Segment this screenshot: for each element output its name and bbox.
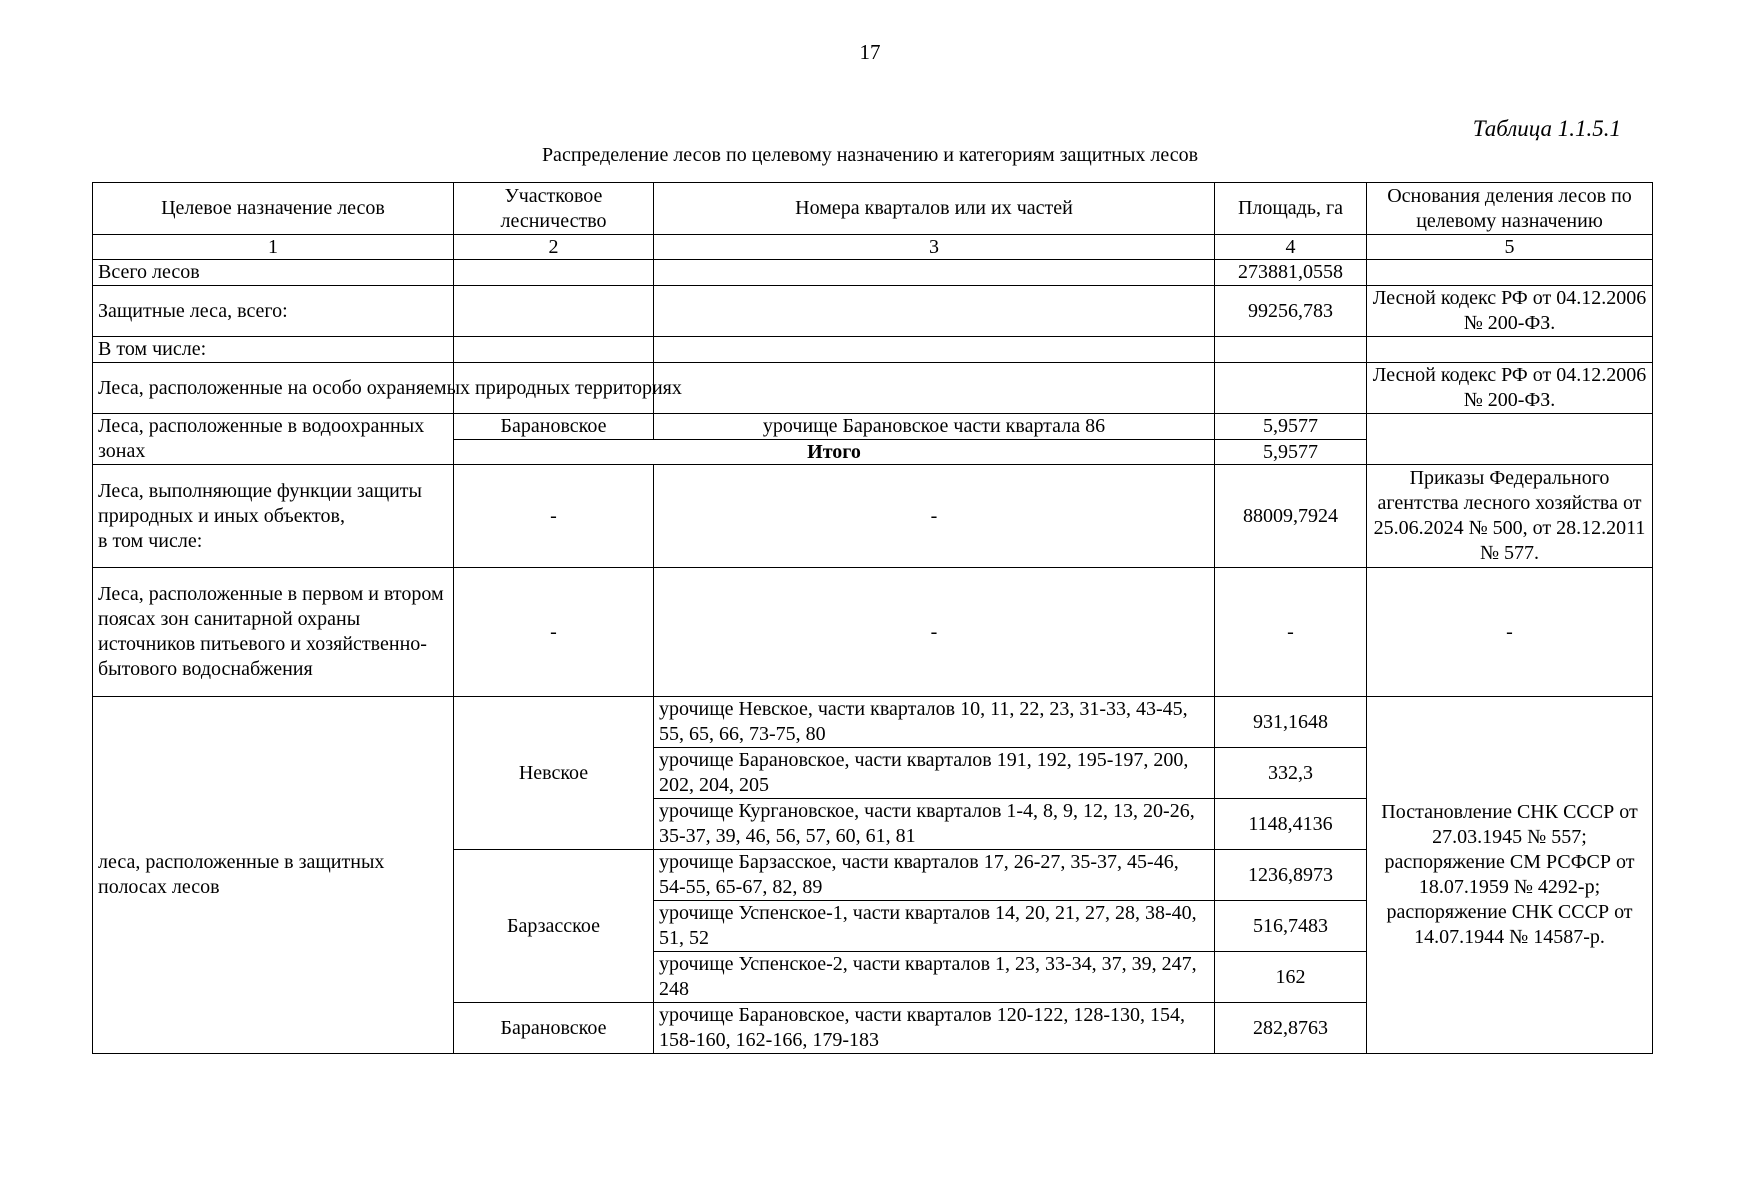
row-area: 931,1648 <box>1215 697 1367 748</box>
table-title: Распределение лесов по целевому назначению и категориям защитных лесов <box>541 144 1199 166</box>
column-index-row <box>93 235 1653 260</box>
row-quarters: - <box>654 465 1215 568</box>
row-forestry: - <box>454 568 654 697</box>
row-name: Леса, расположенные в водоохранных зонах <box>93 414 454 465</box>
empty-cell <box>1367 337 1653 363</box>
table-row-total <box>93 260 1653 286</box>
empty-cell <box>454 260 654 286</box>
subtotal-label: Итого <box>454 439 1215 465</box>
empty-cell <box>1367 414 1653 465</box>
page-number: 17 <box>859 40 881 64</box>
row-area: 1236,8973 <box>1215 850 1367 901</box>
empty-cell <box>1367 260 1653 286</box>
row-name: Всего лесов <box>93 260 454 286</box>
empty-cell <box>654 260 1215 286</box>
table-row-belts <box>93 697 1653 748</box>
row-forestry: Барановское <box>454 1003 654 1054</box>
row-area: 332,3 <box>1215 748 1367 799</box>
column-index: 2 <box>454 235 654 260</box>
table-row-sanitary <box>93 568 1653 697</box>
empty-cell <box>654 363 1215 414</box>
table-row-functions <box>93 465 1653 568</box>
row-basis: Лесной кодекс РФ от 04.12.2006 № 200-ФЗ. <box>1367 363 1653 414</box>
header-forestry: Участковое лесничество <box>454 183 654 235</box>
row-name: Леса, расположенные на особо охраняемых природных территориях <box>93 363 454 414</box>
row-area: - <box>1215 568 1367 697</box>
table-row-including <box>93 337 1653 363</box>
row-quarters: - <box>654 568 1215 697</box>
row-name: В том числе: <box>93 337 454 363</box>
empty-cell <box>1215 363 1367 414</box>
row-name: Леса, выполняющие функции защиты природных и иных объектов, в том числе: <box>93 465 454 568</box>
row-forestry: Невское <box>454 697 654 850</box>
empty-cell <box>1215 337 1367 363</box>
row-area: 516,7483 <box>1215 901 1367 952</box>
header-purpose: Целевое назначение лесов <box>93 183 454 235</box>
row-quarters: урочище Кургановское, части кварталов 1-4, 8, 9, 12, 13, 20-26, 35-37, 39, 46, 56, 57, 60, 61, 81 <box>654 799 1215 850</box>
row-quarters: урочище Барановское, части кварталов 120-122, 128-130, 154, 158-160, 162-166, 179-183 <box>654 1003 1215 1054</box>
row-forestry: Барзасское <box>454 850 654 1003</box>
column-index: 4 <box>1215 235 1367 260</box>
row-area: 1148,4136 <box>1215 799 1367 850</box>
header-quarters: Номера кварталов или их частей <box>654 183 1215 235</box>
row-basis: - <box>1367 568 1653 697</box>
table-row-protective <box>93 286 1653 337</box>
row-quarters: урочище Барановское, части кварталов 191, 192, 195-197, 200, 202, 204, 205 <box>654 748 1215 799</box>
empty-cell <box>454 286 654 337</box>
column-index: 5 <box>1367 235 1653 260</box>
row-quarters: урочище Успенское-1, части кварталов 14, 20, 21, 27, 28, 38-40, 51, 52 <box>654 901 1215 952</box>
row-forestry: - <box>454 465 654 568</box>
row-area: 162 <box>1215 952 1367 1003</box>
row-forestry: Барановское <box>454 414 654 440</box>
row-quarters: урочище Барановское части квартала 86 <box>654 414 1215 440</box>
row-name: Леса, расположенные в первом и втором поясах зон санитарной охраны источников питьевого и хозяйственно-бытового водоснабжения <box>93 568 454 697</box>
header-basis: Основания деления лесов по целевому назначению <box>1367 183 1653 235</box>
row-area: 88009,7924 <box>1215 465 1367 568</box>
row-area: 282,8763 <box>1215 1003 1367 1054</box>
table-caption: Таблица 1.1.5.1 <box>1472 116 1621 141</box>
table-header-row <box>93 183 1653 235</box>
table-row-oopt <box>93 363 1653 414</box>
row-name: Защитные леса, всего: <box>93 286 454 337</box>
table-row-water <box>93 414 1653 440</box>
empty-cell <box>654 337 1215 363</box>
row-name: леса, расположенные в защитных полосах лесов <box>93 697 454 1054</box>
row-basis: Постановление СНК СССР от 27.03.1945 № 557; распоряжение СМ РСФСР от 18.07.1959 № 4292-р; распоряжение СНК СССР от 14.07.1944 № 14587-р. <box>1367 697 1653 1054</box>
forest-distribution-table <box>92 182 1653 1054</box>
column-index: 3 <box>654 235 1215 260</box>
row-area: 273881,0558 <box>1215 260 1367 286</box>
row-quarters: урочище Успенское-2, части кварталов 1, 23, 33-34, 37, 39, 247, 248 <box>654 952 1215 1003</box>
row-area: 99256,783 <box>1215 286 1367 337</box>
row-quarters: урочище Барзасское, части кварталов 17, 26-27, 35-37, 45-46, 54-55, 65-67, 82, 89 <box>654 850 1215 901</box>
subtotal-area: 5,9577 <box>1215 439 1367 465</box>
empty-cell <box>654 286 1215 337</box>
row-basis: Приказы Федерального агентства лесного хозяйства от 25.06.2024 № 500, от 28.12.2011 № 577. <box>1367 465 1653 568</box>
row-quarters: урочище Невское, части кварталов 10, 11, 22, 23, 31-33, 43-45, 55, 65, 66, 73-75, 80 <box>654 697 1215 748</box>
header-area: Площадь, га <box>1215 183 1367 235</box>
row-basis: Лесной кодекс РФ от 04.12.2006 № 200-ФЗ. <box>1367 286 1653 337</box>
row-area: 5,9577 <box>1215 414 1367 440</box>
empty-cell <box>454 337 654 363</box>
column-index: 1 <box>93 235 454 260</box>
